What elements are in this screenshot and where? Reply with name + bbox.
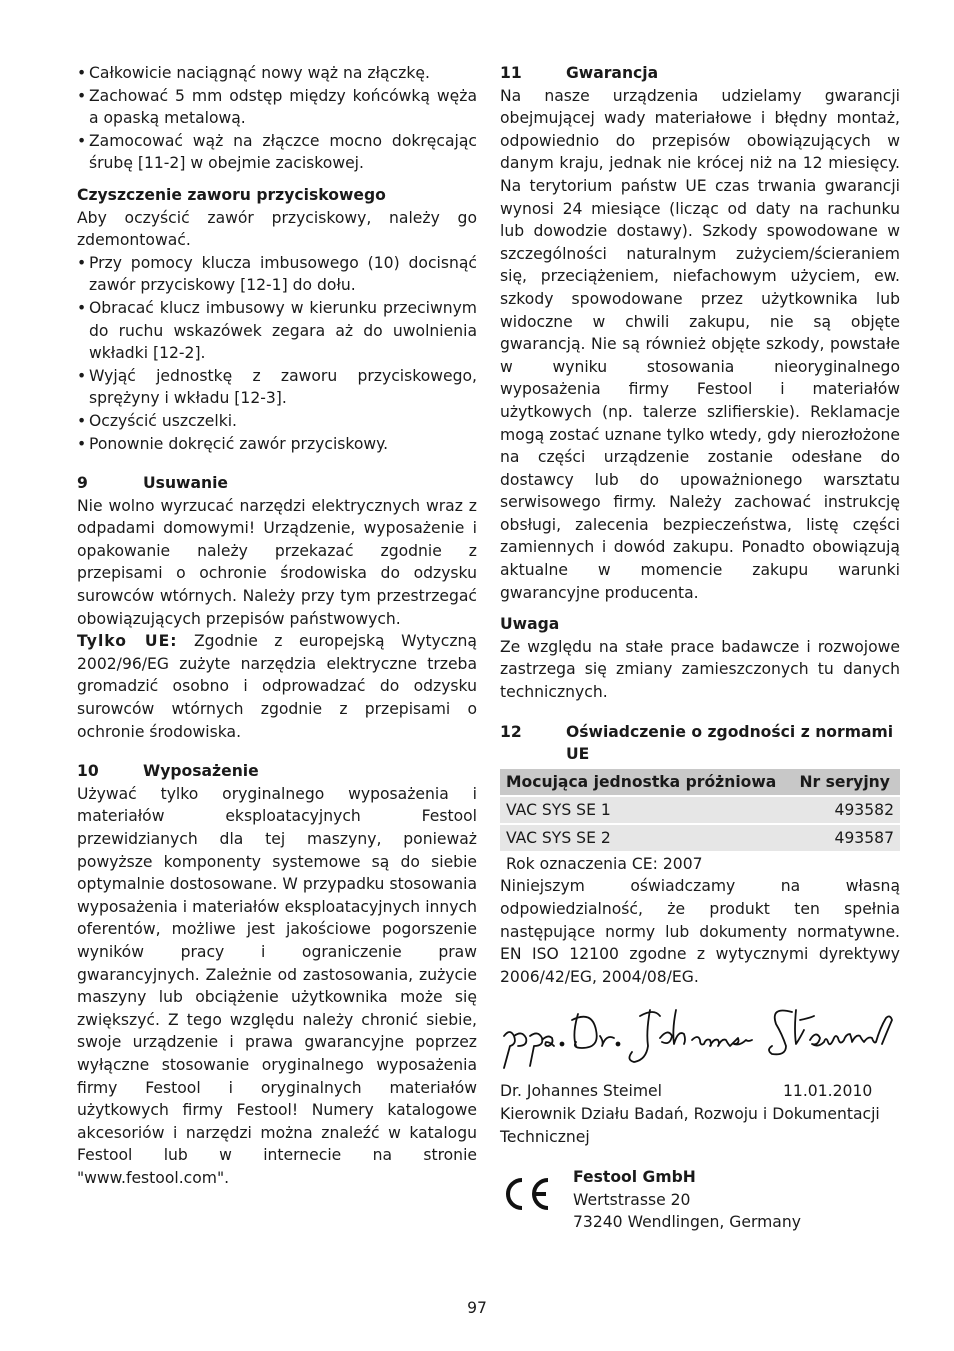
cell-serial: 493582 bbox=[793, 796, 900, 824]
valve-cleaning-heading: Czyszczenie zaworu przyciskowego bbox=[77, 185, 386, 204]
section-9-heading bbox=[77, 472, 477, 495]
signer-role: Kierownik Działu Badań, Rozwoju i Dokumentacji Technicznej bbox=[500, 1104, 880, 1146]
section-title: Wyposażenie bbox=[143, 762, 259, 781]
accessories-text: Używać tylko oryginalnego wyposażenia i materiałów eksploatacyjnych Festool przewidzianych dla tej maszyny, ponieważ powyższe komponenty systemowe są do siebie optymalnie dostosowane. W przypadku stosowania wyposażenia i materiałów eksploatacyjnych innych oferentów, możliwe jest jakościowe pogorszenie wyników pracy i ograniczenie praw gwarancyjnych. Zależnie od zastosowania, zużycie maszyny lub obciążenie użytkownika może się zwiększyć. Z tego względu należy chronić siebie, swoje urządzenie i prawa gwarancyjne poprzez wyłączne stosowanie oryginalnego wyposażenia firmy Festool i oryginalnych materiałów użytkowych firmy Festool! Numery katalogowe akcesoriów i narzędzi można znaleźć w katalogu Festool lub w internecie na stronie "www.festool.com". bbox=[77, 784, 477, 1187]
section-title: Oświadczenie o zgodności z normami UE bbox=[566, 722, 894, 764]
conformity-table bbox=[500, 769, 900, 851]
table-row bbox=[500, 824, 900, 851]
company-name: Festool GmbH bbox=[573, 1168, 696, 1187]
section-number: 12 bbox=[500, 722, 522, 741]
list-item: • Ponownie dokręcić zawór przyciskowy. bbox=[77, 433, 477, 456]
list-item: • Całkowicie naciągnąć nowy wąż na złączkę. bbox=[77, 62, 477, 85]
sign-date: 11.01.2010 bbox=[783, 1082, 873, 1101]
eu-only-paragraph bbox=[77, 630, 477, 743]
address-line: Wertstrasse 20 bbox=[573, 1190, 691, 1209]
section-title: Gwarancja bbox=[566, 64, 659, 82]
cell-serial: 493587 bbox=[793, 824, 900, 851]
signature bbox=[500, 996, 900, 1076]
hose-bullet-list bbox=[77, 62, 477, 175]
page-number: 97 bbox=[467, 1299, 487, 1317]
table-header-row bbox=[500, 769, 900, 796]
section-11-heading bbox=[500, 62, 900, 85]
section-12-heading bbox=[500, 721, 900, 766]
ce-mark-icon bbox=[500, 1166, 573, 1234]
section-10-heading bbox=[77, 760, 477, 783]
section-number: 9 bbox=[77, 474, 88, 493]
company-block bbox=[500, 1166, 900, 1234]
section-title: Usuwanie bbox=[143, 474, 228, 493]
valve-bullet-list bbox=[77, 252, 477, 455]
ce-year: Rok oznaczenia CE: 2007 bbox=[506, 854, 703, 873]
disposal-text: Nie wolno wyrzucać narzędzi elektrycznych wraz z odpadami domowymi! Urządzenie, wyposażenie i opakowanie należy przekazać zgodnie z przepisami o ochronie środowiska do odzysku surowców wtórnych. Należy przy tym przestrzegać obowiązujących przepisów państwowych. bbox=[77, 496, 477, 628]
list-item: • Przy pomocy klucza imbusowego (10) docisnąć zawór przyciskowy [12-1] do dołu. bbox=[77, 252, 477, 297]
list-item: • Oczyścić uszczelki. bbox=[77, 410, 477, 433]
column-header-serial: Nr seryjny bbox=[793, 769, 900, 796]
section-number: 10 bbox=[77, 762, 99, 781]
eu-only-text: Zgodnie z europejską Wytyczną 2002/96/EG zużyte narzędzia elektryczne trzeba gromadzić osobno i odprowadzać do odzysku surowców wtórnych zgodnie z przepisami o ochronie środowiska. bbox=[77, 632, 477, 741]
company-address bbox=[573, 1166, 801, 1234]
right-column bbox=[500, 62, 900, 1234]
signer-line bbox=[500, 1080, 900, 1103]
list-item: • Obracać klucz imbusowy w kierunku przeciwnym do ruchu wskazówek zegara aż do uwolnienia wkładki [12-2]. bbox=[77, 297, 477, 365]
cell-product: VAC SYS SE 1 bbox=[500, 796, 793, 824]
table-row bbox=[500, 796, 900, 824]
left-column bbox=[77, 62, 477, 1190]
list-item: • Wyjąć jednostkę z zaworu przyciskowego, sprężyny i wkładu [12-3]. bbox=[77, 365, 477, 410]
address-line: 73240 Wendlingen, Germany bbox=[573, 1213, 801, 1232]
eu-only-label: Tylko UE: bbox=[77, 632, 178, 651]
note-heading: Uwaga bbox=[500, 615, 560, 634]
signer-name: Dr. Johannes Steimel bbox=[500, 1082, 662, 1101]
valve-cleaning-intro: Aby oczyścić zawór przyciskowy, należy go zdemontować. bbox=[77, 208, 477, 250]
warranty-text: Na nasze urządzenia udzielamy gwarancji obejmującej wady materiałowe i błędny montaż, odpowiednio do przepisów obowiązujących w danym kraju, jednak nie krócej niż na 12 miesięcy. Na terytorium państw UE czas trwania gwarancji wynosi 24 miesiące (licząc od daty na rachunku lub dowodzie dostawy). Szkody spowodowane w szczególności naturalnym zużyciem/ścieraniem się, przeciążeniem, niefachowym użyciem, ew. szkody spowodowane przez użytkownika lub widoczne w chwili zakupu, nie są objęte gwarancją. Nie są również objęte szkody, powstałe w wyniku stosowania nieoryginalnego wyposażenia firmy Festool i materiałów użytkowych (np. talerze szlifierskie). Reklamacje mogą zostać uznane tylko wtedy, gdy nierozłożone na części urządzenie zostanie odesłane do dostawcy lub do upoważnionego warsztatu serwisowego firmy. Należy zachować instrukcję obsługi, zalecenia bezpieczeństwa, listę części zamiennych i dowód zakupu. Ponadto obowiązują aktualne w momencie zakupu warunki gwarancyjne producenta. bbox=[500, 86, 900, 602]
column-header-product: Mocująca jednostka próżniowa bbox=[500, 769, 793, 796]
list-item: • Zamocować wąż na złączce mocno dokręcając śrubę [11-2] w obejmie zaciskowej. bbox=[77, 130, 477, 175]
declaration-text: Niniejszym oświadczamy na własną odpowiedzialność, że produkt ten spełnia następujące normy lub dokumenty normatywne. EN ISO 12100 zgodne z wytycznymi dyrektywy 2006/42/EG, 2004/08/EG. bbox=[500, 877, 900, 986]
note-text: Ze względu na stałe prace badawcze i rozwojowe zastrzega się zmiany zamieszczonych tu danych technicznych. bbox=[500, 637, 900, 702]
cell-product: VAC SYS SE 2 bbox=[500, 824, 793, 851]
list-item: • Zachować 5 mm odstęp między końcówką węża a opaską metalową. bbox=[77, 85, 477, 130]
section-number: 11 bbox=[500, 64, 522, 82]
